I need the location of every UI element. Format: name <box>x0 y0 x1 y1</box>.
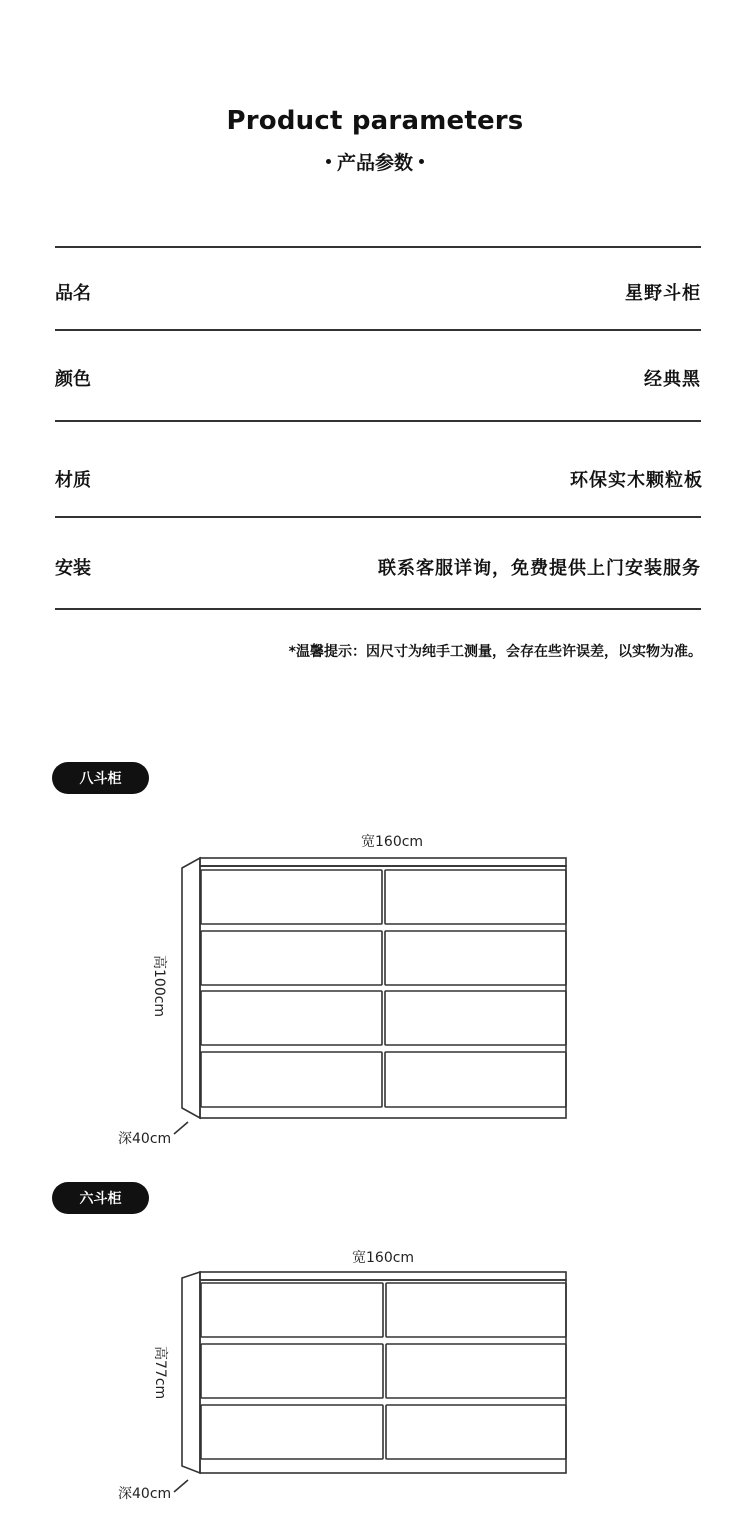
bullet-dot <box>326 159 331 164</box>
divider <box>55 608 701 610</box>
param-label-material: 材质 <box>55 470 91 491</box>
divider <box>55 329 701 331</box>
param-value-color: 经典黑 <box>644 369 701 390</box>
param-label-name: 品名 <box>55 283 91 304</box>
divider <box>55 516 701 518</box>
six-drawer-cabinet-drawing <box>170 1268 580 1498</box>
depth-label: 深40cm <box>118 1486 172 1502</box>
page-subtitle <box>0 148 750 175</box>
param-label-color: 颜色 <box>55 369 91 390</box>
eight-drawer-cabinet-drawing <box>170 852 580 1142</box>
page-title: Product parameters <box>226 106 524 136</box>
width-label: 宽160cm <box>361 834 424 850</box>
bullet-dot <box>419 159 424 164</box>
cabinet-tag-six: 六斗柜 <box>52 1182 149 1214</box>
height-label: 高77cm <box>152 1346 168 1400</box>
depth-label: 深40cm <box>118 1131 172 1147</box>
param-value-material: 环保实木颗粒板 <box>570 470 703 491</box>
divider <box>55 420 701 422</box>
subtitle-text: 产品参数 <box>336 152 413 174</box>
width-label: 宽160cm <box>352 1250 415 1266</box>
cabinet-tag-eight: 八斗柜 <box>52 762 149 794</box>
param-value-install: 联系客服详询，免费提供上门安装服务 <box>378 558 701 579</box>
param-value-name: 星野斗柜 <box>625 283 701 304</box>
param-label-install: 安装 <box>55 558 91 579</box>
height-label: 高100cm <box>151 955 167 1018</box>
divider <box>55 246 701 248</box>
measurement-note: *温馨提示：因尺寸为纯手工测量，会存在些许误差，以实物为准。 <box>288 644 702 660</box>
